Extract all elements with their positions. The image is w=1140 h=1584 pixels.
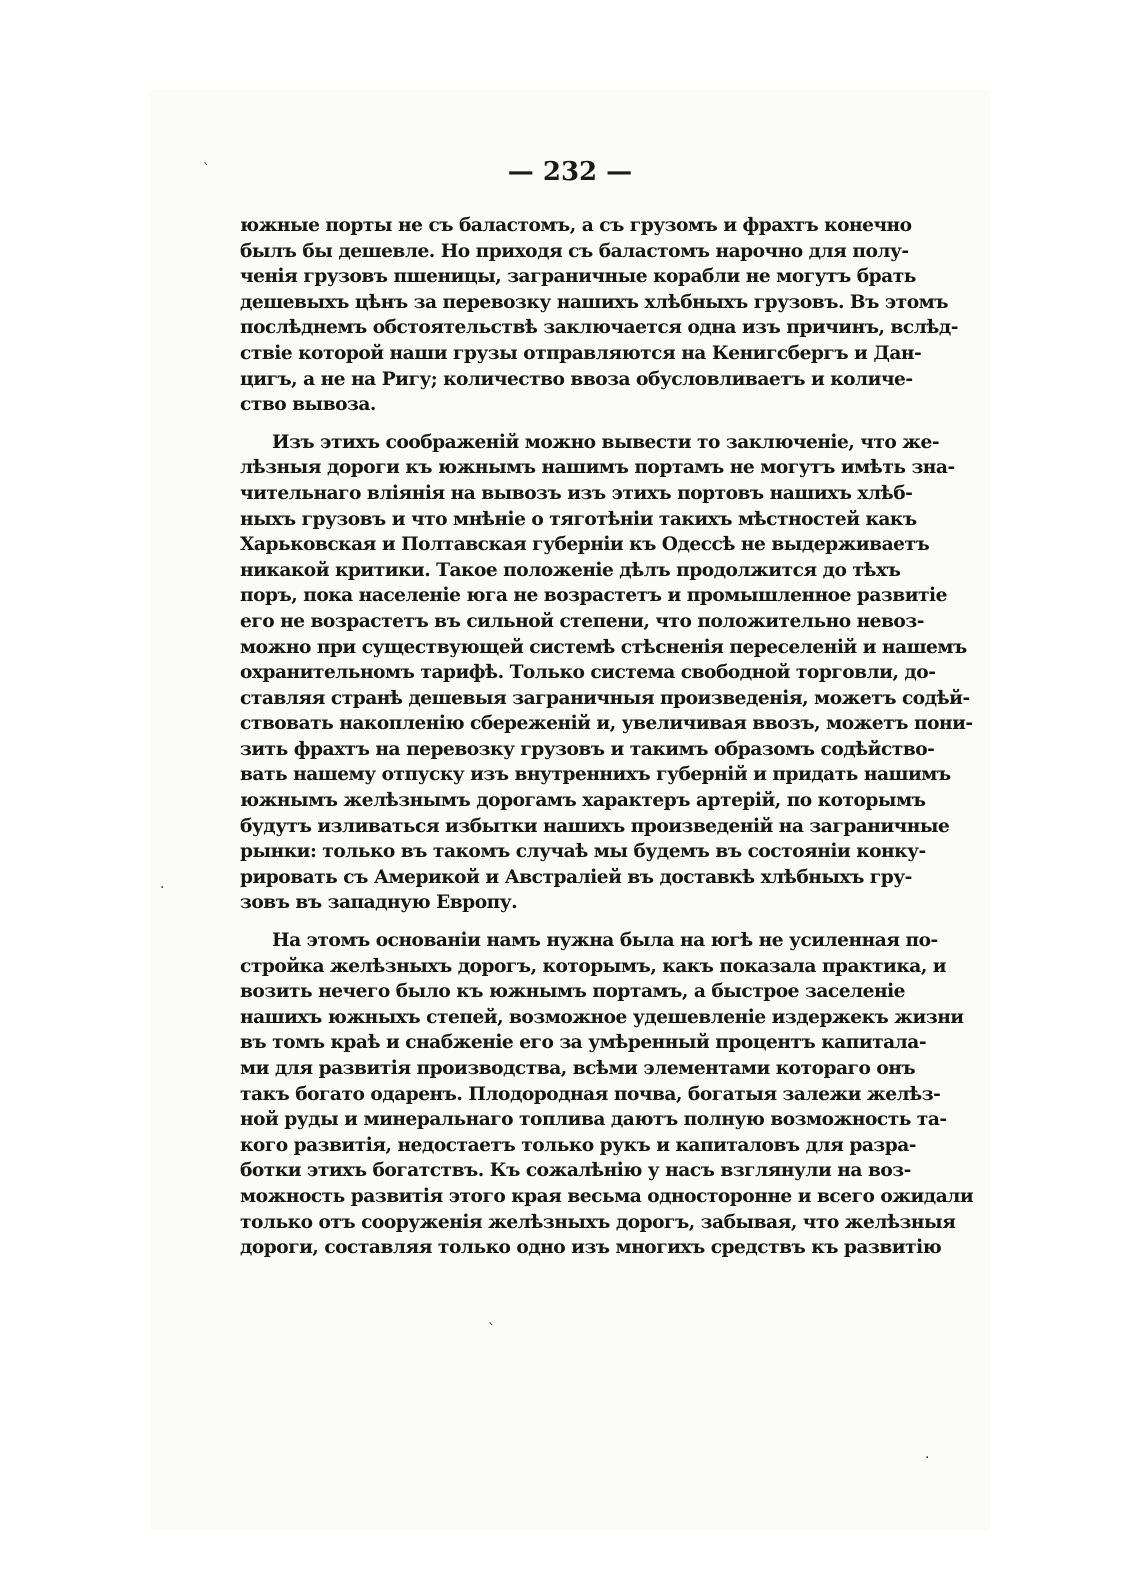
- text-line: лѣзныя дороги къ южнымъ нашимъ портамъ не могутъ имѣть зна-: [240, 457, 955, 479]
- text-line: поръ, пока населеніе юга не возрастетъ и промышленное развитіе: [240, 585, 947, 607]
- text-line: вать нашему отпуску изъ внутреннихъ губерній и придать нашимъ: [240, 764, 951, 786]
- body-text: [240, 213, 974, 1273]
- text-line: Изъ этихъ соображеній можно вывести то заключеніе, что же-: [272, 431, 940, 453]
- text-line: дороги, составляя только одно изъ многихъ средствъ къ развитію: [240, 1237, 942, 1259]
- text-line: южнымъ желѣзнымъ дорогамъ характеръ артерій, по которымъ: [240, 790, 926, 812]
- text-line: ботки этихъ богатствъ. Къ сожалѣнію у насъ взглянули на воз-: [240, 1160, 911, 1182]
- text-line: рировать съ Америкой и Австраліей въ доставкѣ хлѣбныхъ гру-: [240, 866, 912, 888]
- text-line: чительнаго вліянія на вывозъ изъ этихъ портовъ нашихъ хлѣб-: [240, 482, 913, 504]
- text-line: дешевыхъ цѣнъ за перевозку нашихъ хлѣбныхъ грузовъ. Въ этомъ: [240, 291, 949, 313]
- text-line: зить фрахтъ на перевозку грузовъ и такимъ образомъ содѣйство-: [240, 738, 935, 760]
- text-line: никакой критики. Такое положеніе дѣлъ продолжится до тѣхъ: [240, 559, 901, 581]
- text-line: нашихъ южныхъ степей, возможное удешевленіе издержекъ жизни: [240, 1006, 964, 1028]
- text-line: рынки: только въ такомъ случаѣ мы будемъ въ состояніи конку-: [240, 841, 926, 863]
- scan-speck: `: [203, 162, 210, 178]
- text-line: цигъ, а не на Ригу; количество ввоза обусловливаетъ и количе-: [240, 368, 913, 390]
- text-line: охранительномъ тарифѣ. Только система свободной торговли, до-: [240, 662, 936, 684]
- paragraph-3: [240, 928, 974, 1261]
- paragraph-2: [240, 430, 973, 916]
- text-line: его не возрастетъ въ сильной степени, что положительно невоз-: [240, 610, 924, 632]
- page-number: — 232 —: [507, 157, 633, 187]
- text-line: зовъ въ западную Европу.: [240, 892, 518, 914]
- text-line: ствіе которой наши грузы отправляются на Кенигсбергъ и Дан-: [240, 342, 922, 364]
- text-line: На этомъ основаніи намъ нужна была на югѣ не усиленная по-: [272, 930, 938, 952]
- text-line: ствовать накопленію сбереженій и, увеличивая ввозъ, можетъ пони-: [240, 713, 973, 735]
- text-line: ной руды и минеральнаго топлива даютъ полную возможность та-: [240, 1109, 947, 1131]
- scan-speck: `: [488, 1322, 495, 1338]
- text-line: ныхъ грузовъ и что мнѣніе о тяготѣніи такихъ мѣстностей какъ: [240, 508, 917, 530]
- text-line: ставляя странѣ дешевыя заграничныя произведенія, можетъ содѣй-: [240, 687, 970, 709]
- scan-speck: ·: [160, 880, 165, 896]
- text-line: въ томъ краѣ и снабженіе его за умѣренный процентъ капитала-: [240, 1032, 927, 1054]
- text-line: такъ богато одаренъ. Плодородная почва, богатыя залежи желѣз-: [240, 1083, 941, 1105]
- text-line: Харьковская и Полтавская губерніи къ Одессѣ не выдерживаетъ: [240, 534, 930, 556]
- text-line: послѣднемъ обстоятельствѣ заключается одна изъ причинъ, вслѣд-: [240, 317, 958, 339]
- text-line: былъ бы дешевле. Но приходя съ баластомъ нарочно для полу-: [240, 240, 909, 262]
- text-line: ченія грузовъ пшеницы, заграничные корабли не могутъ брать: [240, 266, 916, 288]
- text-line: только отъ сооруженія желѣзныхъ дорогъ, забывая, что желѣзныя: [240, 1211, 956, 1233]
- scan-speck: ·: [925, 1450, 930, 1466]
- text-line: кого развитія, недостаетъ только рукъ и капиталовъ для разра-: [240, 1134, 916, 1156]
- text-line: южные порты не съ баластомъ, а съ грузомъ и фрахтъ конечно: [240, 215, 912, 236]
- text-line: ство вывоза.: [240, 394, 376, 416]
- paragraph-1: [240, 213, 958, 418]
- text-line: стройка желѣзныхъ дорогъ, которымъ, какъ показала практика, и: [240, 955, 947, 977]
- text-line: ми для развитія производства, всѣми элементами котораго онъ: [240, 1058, 916, 1079]
- text-line: можно при существующей системѣ стѣсненія переселеній и нашемъ: [240, 636, 967, 658]
- text-line: возить нечего было къ южнымъ портамъ, а быстрое заселеніе: [240, 981, 905, 1003]
- text-line: будутъ изливаться избытки нашихъ произведеній на заграничные: [240, 815, 950, 837]
- text-line: можность развитія этого края весьма односторонне и всего ожидали: [240, 1185, 974, 1207]
